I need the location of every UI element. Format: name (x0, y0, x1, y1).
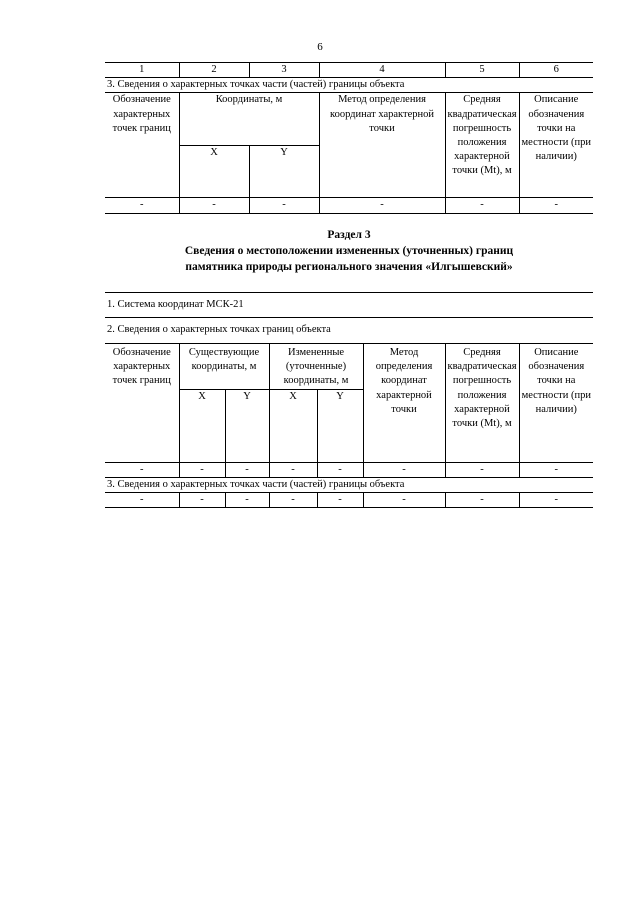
header-method: Метод определения координат характерной точки (363, 344, 445, 463)
table-cell: - (363, 492, 445, 507)
table-cell: - (225, 492, 269, 507)
header-changed: Измененные (уточненные) координаты, м (269, 344, 363, 390)
table-caption: 3. Сведения о характерных точках части (частей) границы объекта (105, 78, 593, 93)
header-changed-x: X (269, 389, 317, 462)
table-cell: - (319, 198, 445, 213)
points-table-boundaries (105, 292, 593, 508)
section-heading: Раздел 3 (327, 229, 371, 241)
table-caption: 2. Сведения о характерных точках границ объекта (105, 318, 593, 344)
table-cell: - (105, 198, 179, 213)
table-cell: - (445, 462, 519, 477)
header-error: Средняя квадратическая погрешность положения характерной точки (Mt), м (445, 344, 519, 463)
table-row (105, 462, 593, 477)
table-cell: - (363, 462, 445, 477)
table-cell: - (269, 492, 317, 507)
table-cell: - (249, 198, 319, 213)
header-error: Средняя квадратическая погрешность положения характерной точки (Mt), м (445, 93, 519, 198)
points-table-parts (105, 62, 593, 214)
table-caption: 3. Сведения о характерных точках части (частей) границы объекта (105, 477, 593, 492)
table-row (105, 198, 593, 213)
table-cell: - (445, 198, 519, 213)
header-existing: Существующие координаты, м (179, 344, 269, 390)
col-number: 5 (445, 63, 519, 78)
col-number: 4 (319, 63, 445, 78)
header-existing-y: Y (225, 389, 269, 462)
col-number: 2 (179, 63, 249, 78)
header-changed-y: Y (317, 389, 363, 462)
table-cell: - (179, 462, 225, 477)
table-cell: - (105, 462, 179, 477)
header-description: Описание обозначения точки на местности (при наличии) (519, 344, 593, 463)
header-method: Метод определения координат характерной точки (319, 93, 445, 198)
header-existing-x: X (179, 389, 225, 462)
col-number: 6 (519, 63, 593, 78)
table-cell: - (519, 492, 593, 507)
table-cell: - (317, 462, 363, 477)
table-cell: - (179, 198, 249, 213)
page-number: 6 (317, 41, 323, 53)
table-cell: - (105, 492, 179, 507)
table-cell: - (445, 492, 519, 507)
section-title-line1: Сведения о местоположении измененных (уточненных) границ (184, 245, 514, 257)
table-cell: - (179, 492, 225, 507)
header-y: Y (249, 145, 319, 198)
table-cell: - (317, 492, 363, 507)
table-row (105, 492, 593, 507)
table-cell: - (519, 462, 593, 477)
column-number-row (105, 63, 593, 78)
header-coordinates: Координаты, м (179, 93, 319, 146)
coordinate-system: 1. Система координат МСК-21 (105, 293, 593, 318)
header-designation: Обозначение характерных точек границ (105, 344, 179, 463)
section-title-line2: памятника природы регионального значения «Илгышевский» (185, 261, 513, 273)
table-cell: - (269, 462, 317, 477)
col-number: 1 (105, 63, 179, 78)
table-cell: - (225, 462, 269, 477)
header-x: X (179, 145, 249, 198)
header-description: Описание обозначения точки на местности (при наличии) (519, 93, 593, 198)
table-cell: - (519, 198, 593, 213)
col-number: 3 (249, 63, 319, 78)
header-designation: Обозначение характерных точек границ (105, 93, 179, 198)
